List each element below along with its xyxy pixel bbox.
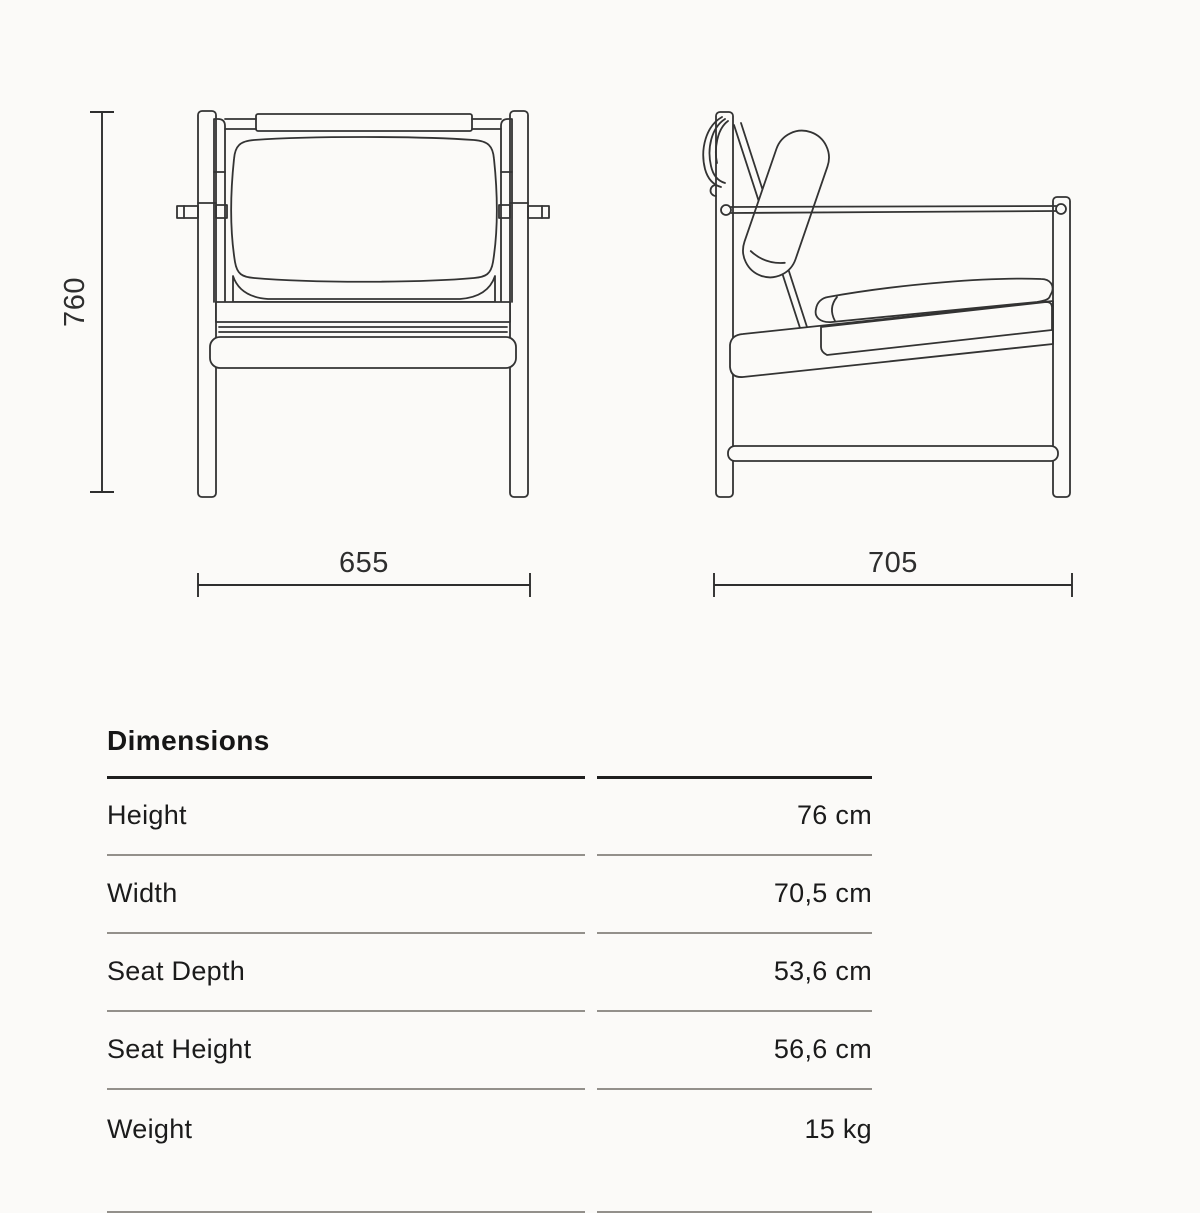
back-cushion-side xyxy=(736,123,837,284)
spec-label: Seat Depth xyxy=(107,932,585,1012)
spec-value: 15 kg xyxy=(597,1088,872,1213)
stretcher-side xyxy=(728,446,1058,461)
height-dimension-label: 760 xyxy=(59,277,91,327)
spec-value: 76 cm xyxy=(597,776,872,856)
seat-frame-front xyxy=(210,302,516,368)
spec-label: Height xyxy=(107,776,585,856)
spec-value: 53,6 cm xyxy=(597,932,872,1012)
top-rail xyxy=(225,114,501,131)
dimensions-title: Dimensions xyxy=(107,725,270,756)
front-view xyxy=(177,111,549,497)
spec-row-weight xyxy=(107,1088,872,1185)
side-depth-dimension xyxy=(714,547,1072,597)
back-post-side xyxy=(716,112,733,497)
spec-label: Seat Height xyxy=(107,1010,585,1090)
side-view xyxy=(703,112,1070,497)
arm-peg-left xyxy=(177,205,227,218)
dimensions-table xyxy=(107,727,872,1185)
spec-row-height xyxy=(107,776,872,854)
front-width-dimension xyxy=(198,547,530,597)
back-cushion-front xyxy=(231,137,497,282)
arm-peg-right xyxy=(499,205,549,218)
spec-label: Width xyxy=(107,854,585,934)
spec-row-width xyxy=(107,854,872,932)
front-apron xyxy=(210,337,516,368)
height-dimension xyxy=(59,112,114,492)
spec-row-seat-height xyxy=(107,1010,872,1088)
side-depth-dimension-label: 705 xyxy=(868,547,918,579)
spec-value: 70,5 cm xyxy=(597,854,872,934)
top-rail-side-cap xyxy=(703,117,728,196)
spec-value: 56,6 cm xyxy=(597,1010,872,1090)
spec-row-seat-depth xyxy=(107,932,872,1010)
spec-label: Weight xyxy=(107,1088,585,1213)
front-width-dimension-label: 655 xyxy=(339,547,389,579)
